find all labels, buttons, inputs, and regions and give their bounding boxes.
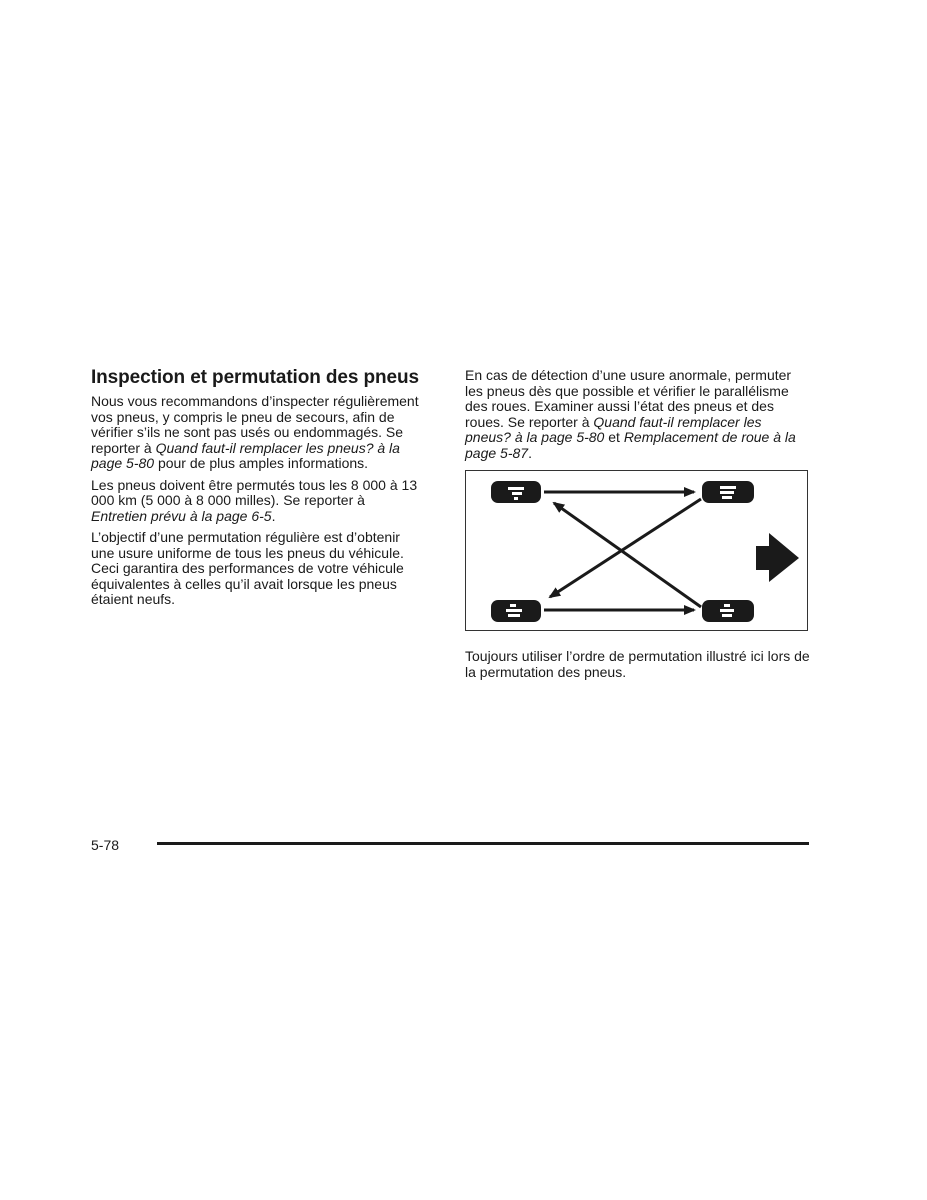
- tire-rear-left-icon: [491, 600, 541, 622]
- tire-rear-right-icon: [702, 600, 754, 622]
- paragraph-objective: L’objectif d’une permutation régulière est d’obtenir une usure uniforme de tous les pneus du véhicule. Ceci garantira des performances de votre véhicule équivalentes à celles qu’il avait lorsque les pneus étaient neufs.: [91, 529, 404, 607]
- paragraph-inspection: Nous vous recommandons d’inspecter régulièrement vos pneus, y compris le pneu de secours, afin de vérifier s’ils ne sont pas usés ou endommagés. Se reporter à Quand faut-il remplacer les pneus? à la page 5-80 pour de plus amples informations.: [91, 393, 419, 471]
- section-heading: Inspection et permutation des pneus: [91, 367, 419, 388]
- cross-reference-link[interactable]: Entretien prévu à la page 6-5: [91, 507, 272, 524]
- left-column: [91, 368, 421, 614]
- forward-direction-arrow-icon: [756, 533, 799, 582]
- cross-reference-link[interactable]: Quand faut-il remplacer les pneus? à la page 5-80: [91, 439, 400, 471]
- footer-divider: [157, 842, 809, 845]
- rotation-pattern-svg: [466, 471, 807, 630]
- paragraph-interval: Les pneus doivent être permutés tous les 8 000 à 13 000 km (5 000 à 8 000 milles). Se reporter à Entretien prévu à la page 6-5.: [91, 476, 418, 524]
- cross-reference-link[interactable]: Remplacement de roue à la page 5-87: [465, 429, 796, 461]
- right-column: [465, 368, 810, 467]
- rotation-arrow-front-right-to-rear-left: [550, 499, 701, 597]
- cross-reference-link[interactable]: Quand faut-il remplacer les pneus? à la page 5-80: [465, 413, 762, 445]
- diagram-caption: Toujours utiliser l’ordre de permutation illustré ici lors de la permutation des pneus.: [465, 648, 810, 680]
- paragraph-abnormal-wear: En cas de détection d’une usure anormale, permuter les pneus dès que possible et vérifier le parallélisme des roues. Examiner aussi l’état des pneus et des roues. Se reporter à Quand faut-il remplacer les pneus? à la page 5-80 et Remplacement de roue à la page 5-87.: [465, 367, 796, 461]
- page-number: 5-78: [91, 837, 120, 853]
- rotation-arrow-rear-right-to-front-left: [554, 503, 701, 607]
- tire-rotation-diagram: [465, 470, 808, 631]
- tire-front-right-icon: [702, 481, 754, 503]
- tire-front-left-icon: [491, 481, 541, 503]
